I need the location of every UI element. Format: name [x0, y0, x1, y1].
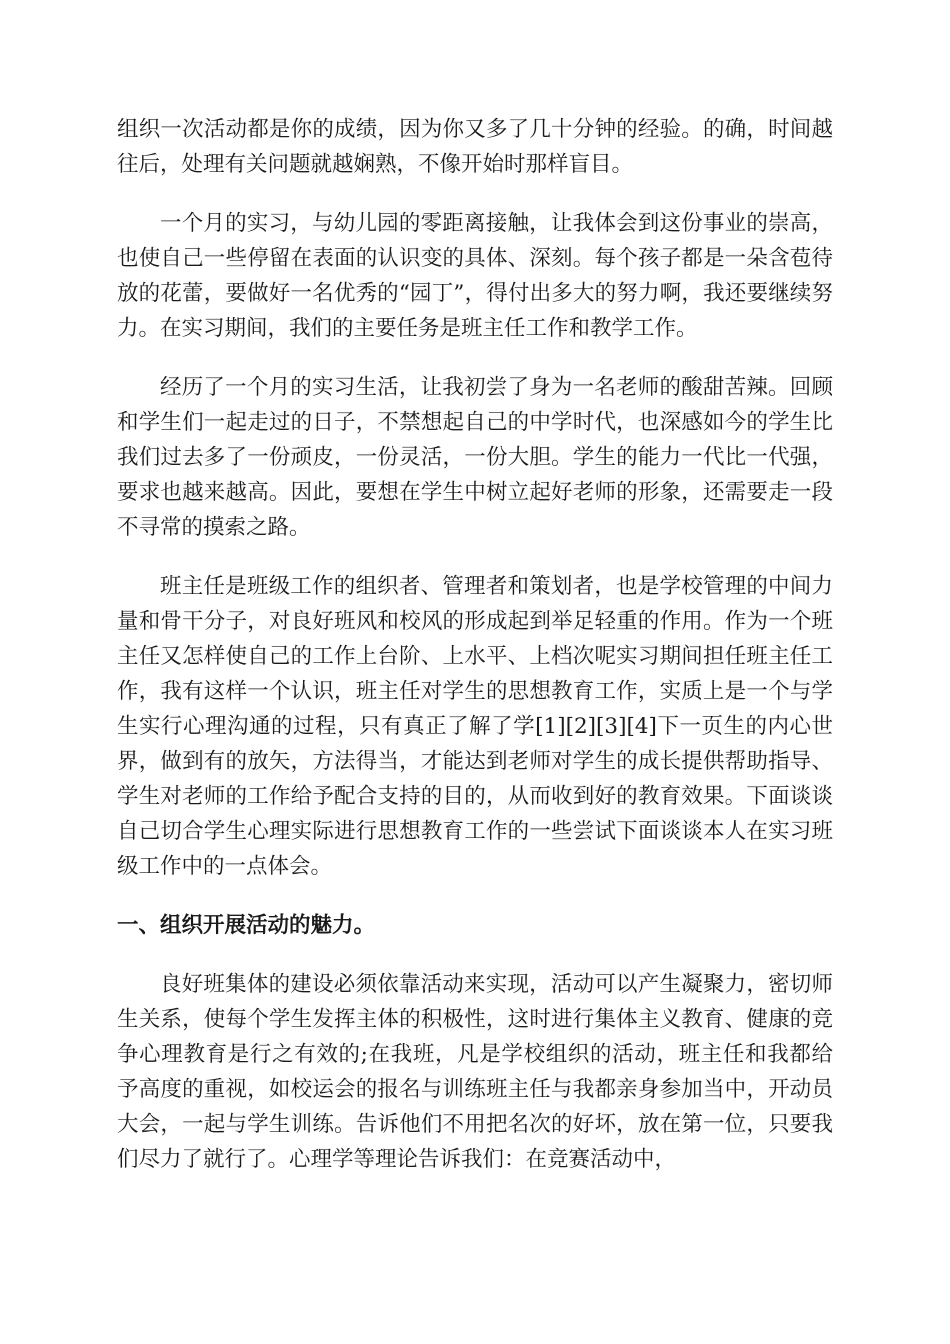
paragraph-internship-month: 一个月的实习，与幼儿园的零距离接触，让我体会到这份事业的崇高，也使自己一些停留在表面的认识变的具体、深刻。每个孩子都是一朵含苞待放的花蕾，要做好一名优秀的“园丁”，得付出多大的努力啊，我还要继续努力。在实习期间，我们的主要任务是班主任工作和教学工作。: [117, 211, 833, 341]
paragraph-activities: 良好班集体的建设必须依靠活动来实现，活动可以产生凝聚力，密切师生关系，使每个学生发挥主体的积极性，这时进行集体主义教育、健康的竞争心理教育是行之有效的;在我班，凡是学校组织的活动，班主任和我都给予高度的重视，如校运会的报名与训练班主任与我都亲身参加当中，开动员大会，一起与学生训练。告诉他们不用把名次的好坏，放在第一位，只要我们尽力了就行了。心理学等理论告诉我们：在竞赛活动中，: [117, 972, 833, 1172]
section-heading: 一、组织开展活动的魅力。: [117, 913, 376, 938]
paragraph-head-teacher: 班主任是班级工作的组织者、管理者和策划者，也是学校管理的中间力量和骨干分子，对良好班风和校风的形成起到举足轻重的作用。作为一个班主任又怎样使自己的工作上台阶、上水平、上档次呢实习期间担任班主任工作，我有这样一个认识，班主任对学生的思想教育工作，实质上是一个与学生实行心理沟通的过程，只有真正了解了学[1][2][3][4]下一页生的内心世界，做到有的放矢，方法得当，才能达到老师对学生的成长提供帮助指导、学生对老师的工作给予配合支持的目的，从而收到好的教育效果。下面谈谈自己切合学生心理实际进行思想教育工作的一些尝试下面谈谈本人在实习班级工作中的一点体会。: [117, 574, 833, 879]
paragraph-teacher-experience: 经历了一个月的实习生活，让我初尝了身为一名老师的酸甜苦辣。回顾和学生们一起走过的日子，不禁想起自己的中学时代，也深感如今的学生比我们过去多了一份顽皮，一份灵活，一份大胆。学生的能力一代比一代强，要求也越来越高。因此，要想在学生中树立起好老师的形象，还需要走一段不寻常的摸索之路。: [117, 375, 833, 540]
paragraph-continuation: 组织一次活动都是你的成绩，因为你又多了几十分钟的经验。的确，时间越往后，处理有关问题就越娴熟，不像开始时那样盲目。: [117, 117, 833, 177]
document-body: [117, 112, 833, 1201]
